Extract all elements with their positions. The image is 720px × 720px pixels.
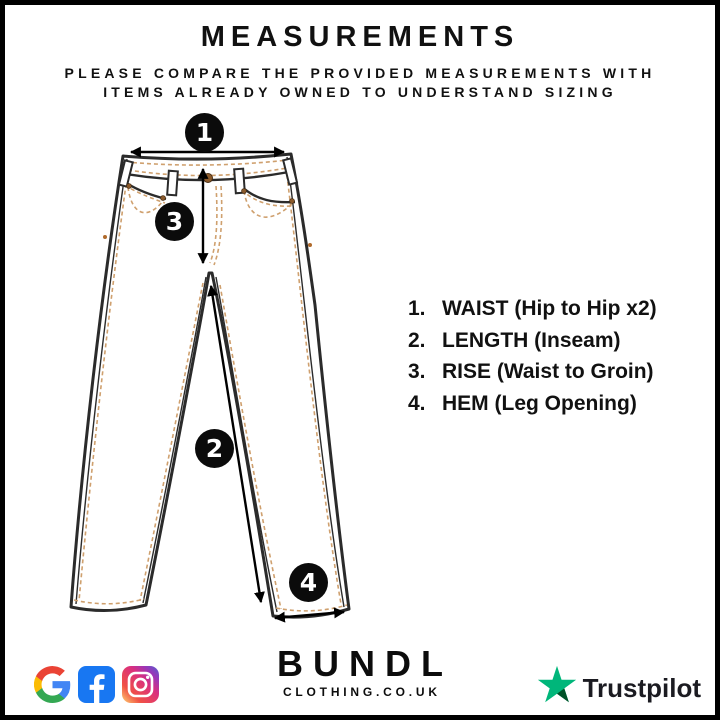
legend-number: 4. [408, 391, 426, 415]
subtitle-line-1: PLEASE COMPARE THE PROVIDED MEASUREMENTS WITH [64, 65, 656, 81]
marker-waist: 1 [185, 113, 224, 152]
brand-logo [230, 645, 490, 699]
trustpilot-label: Trustpilot [582, 673, 701, 703]
subtitle-line-2: ITEMS ALREADY OWNED TO UNDERSTAND SIZING [103, 84, 617, 100]
legend-item-length [408, 325, 657, 357]
legend-number: 3. [408, 360, 426, 383]
legend-item-hem [408, 388, 657, 420]
legend-number: 2. [408, 328, 426, 352]
jeans-outline [71, 154, 349, 617]
trustpilot-logo[interactable] [536, 665, 701, 712]
legend-item-rise [408, 356, 657, 388]
marker-rise: 3 [155, 202, 194, 241]
legend-label: LENGTH (Inseam) [442, 328, 621, 352]
page-title: MEASUREMENTS [200, 21, 520, 53]
legend-label: WAIST (Hip to Hip x2) [442, 297, 657, 320]
facebook-icon[interactable] [78, 666, 115, 703]
brand-name: BUNDL [277, 643, 453, 684]
legend-item-waist [408, 293, 657, 325]
google-icon[interactable] [34, 666, 71, 703]
social-links [34, 666, 159, 703]
instagram-icon[interactable] [122, 666, 159, 703]
legend-number: 1. [408, 297, 426, 320]
legend-label: RISE (Waist to Groin) [442, 360, 654, 383]
marker-length: 2 [195, 429, 234, 468]
measurement-legend [408, 293, 657, 419]
brand-domain: CLOTHING.CO.UK [282, 685, 441, 699]
legend-label: HEM (Leg Opening) [442, 391, 637, 415]
marker-hem: 4 [289, 563, 328, 602]
trustpilot-star-icon [536, 665, 578, 712]
